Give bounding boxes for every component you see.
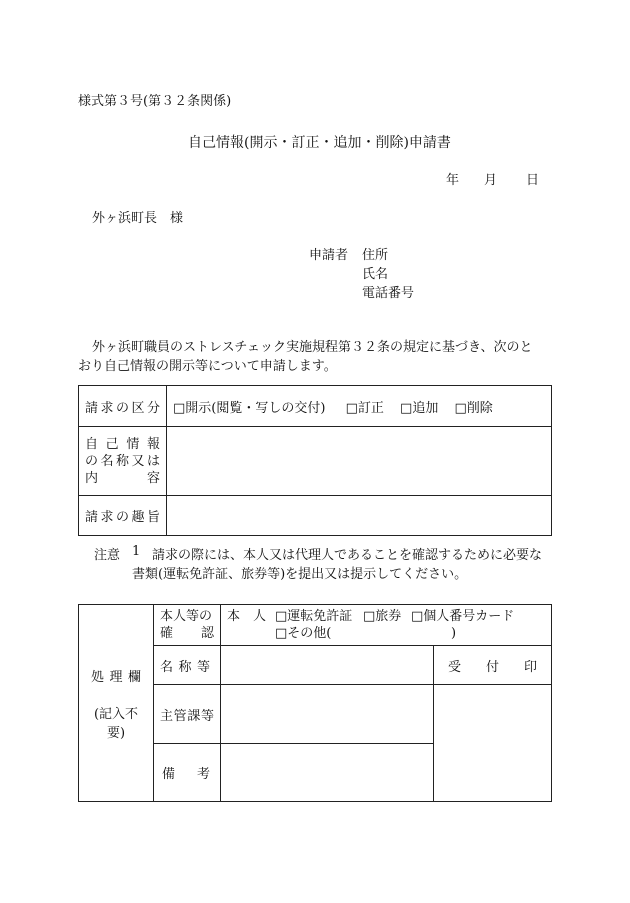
doc-drivers-license-label: 運転免許証 (287, 609, 353, 624)
request-purpose-label: 請 求 の 趣 旨 (85, 510, 160, 525)
identity-row (79, 605, 552, 646)
option-deletion[interactable] (455, 401, 493, 416)
date-day-label: 日 (526, 173, 540, 188)
receipt-label-cell (434, 646, 552, 685)
request-type-label-cell (79, 386, 167, 427)
remarks-input[interactable] (221, 744, 434, 802)
request-purpose-label-cell (79, 496, 167, 536)
date-month-label: 月 (484, 173, 498, 188)
note-line-1: 請求の際には、本人又は代理人であることを確認するために必要な (152, 548, 543, 563)
note-heading: 注意 (94, 548, 121, 563)
form-number: 様式第３号(第３２条関係) (78, 94, 232, 109)
receipt-stamp-area[interactable] (434, 685, 552, 802)
doc-passport[interactable] (363, 608, 401, 625)
info-name-input[interactable] (167, 427, 552, 496)
applicant-name-label: 氏名 (362, 267, 389, 282)
date-year-label: 年 (446, 173, 460, 188)
identity-label-cell (154, 605, 221, 646)
name-label: 名 称 等 (160, 659, 210, 675)
identity-options-line-1 (227, 608, 551, 625)
doc-drivers-license[interactable] (275, 608, 352, 625)
info-name-label-line-1: 自 己 情 報 (85, 436, 160, 452)
processing-subtitle: (記入不要) (93, 706, 139, 741)
identity-who: 本 人 (227, 609, 267, 624)
doc-other-close: ) (451, 626, 457, 641)
remarks-label: 備 考 (162, 767, 210, 782)
checkbox-passport[interactable]: □ (363, 609, 376, 624)
note-number: 1 (132, 544, 141, 559)
note-line-2: 書類(運転免許証、旅券等)を提出又は提示してください。 (132, 567, 468, 582)
body-text-line-2: おり自己情報の開示等について申請します。 (78, 359, 337, 374)
form-title: 自己情報(開示・訂正・追加・削除)申請書 (188, 135, 451, 151)
option-correction[interactable] (346, 401, 384, 416)
request-table (78, 385, 552, 536)
applicant-address-label: 住所 (362, 248, 389, 263)
identity-options-cell (221, 605, 552, 646)
processing-table (78, 604, 552, 802)
checkbox-disclosure[interactable]: □ (173, 400, 186, 416)
receipt-label: 受 付 印 (448, 659, 537, 675)
info-name-row (79, 427, 552, 496)
info-name-label-line-2: の 名 称 又 は (85, 453, 160, 469)
option-disclosure-label: 開示(閲覧・写しの交付) (185, 400, 326, 416)
processing-title: 処 理 欄 (91, 669, 141, 685)
doc-passport-label: 旅券 (375, 609, 402, 624)
checkbox-addition[interactable]: □ (400, 400, 413, 416)
request-type-row (79, 386, 552, 427)
info-name-label-line-3: 内 容 (85, 470, 160, 486)
checkbox-correction[interactable]: □ (345, 400, 358, 416)
request-purpose-input[interactable] (167, 496, 552, 536)
option-disclosure[interactable] (173, 401, 325, 416)
option-addition[interactable] (400, 401, 438, 416)
doc-other[interactable] (275, 625, 331, 642)
body-text-line-1: 外ヶ浜町職員のストレスチェック実施規程第３２条の規定に基づき、次のと (92, 340, 533, 355)
name-input[interactable] (221, 646, 434, 685)
remarks-label-cell (154, 744, 221, 802)
request-purpose-row (79, 496, 552, 536)
dept-label-cell (154, 685, 221, 744)
applicant-label: 申請者 (309, 248, 349, 263)
applicant-phone-label: 電話番号 (362, 286, 415, 301)
option-addition-label: 追加 (412, 400, 439, 416)
name-label-cell (154, 646, 221, 685)
identity-label-line-2: 確 認 (160, 626, 214, 641)
checkbox-deletion[interactable]: □ (454, 400, 467, 416)
checkbox-my-number-card[interactable]: □ (411, 609, 424, 624)
doc-my-number-card[interactable] (411, 608, 514, 625)
checkbox-drivers-license[interactable]: □ (275, 609, 288, 624)
processing-title-cell (79, 605, 154, 802)
checkbox-other[interactable]: □ (275, 626, 288, 641)
info-name-label-cell (79, 427, 167, 496)
request-type-options (167, 386, 552, 427)
request-type-label: 請 求 の 区 分 (85, 400, 160, 416)
identity-label-line-1: 本人等の (160, 609, 213, 624)
doc-my-number-card-label: 個人番号カード (423, 609, 515, 624)
doc-other-label: その他( (287, 626, 332, 641)
dept-input[interactable] (221, 685, 434, 744)
option-correction-label: 訂正 (357, 400, 384, 416)
option-deletion-label: 削除 (466, 400, 493, 416)
dept-label: 主 管 課 等 (160, 708, 214, 724)
addressee: 外ヶ浜町長 様 (92, 211, 184, 226)
identity-options-line-2 (227, 625, 551, 642)
